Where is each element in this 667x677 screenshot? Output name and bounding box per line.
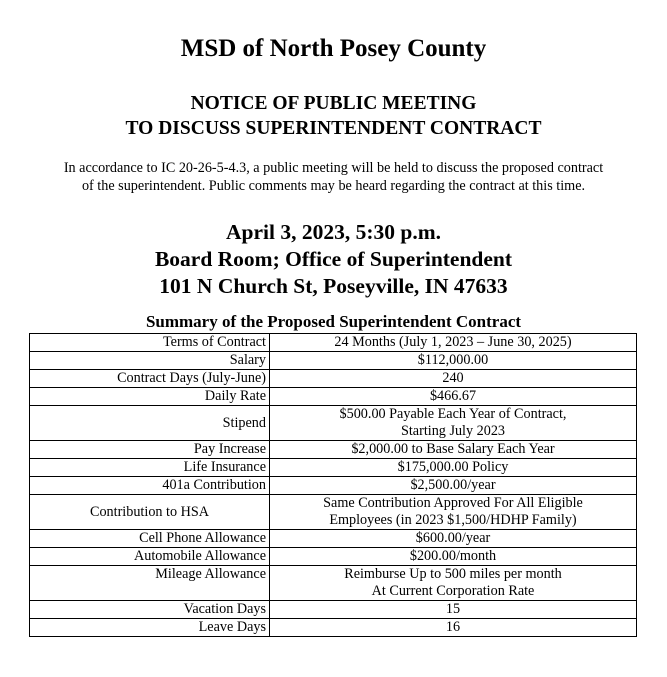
value-cell: 16: [270, 619, 637, 637]
term-cell: Daily Rate: [30, 388, 270, 406]
notice-heading-line-1: NOTICE OF PUBLIC MEETING: [190, 93, 477, 114]
value-cell: 15: [270, 601, 637, 619]
table-row: [30, 352, 637, 370]
value-cell: [270, 495, 637, 530]
table-row: [30, 619, 637, 637]
value-cell: $2,500.00/year: [270, 477, 637, 495]
table-row: [30, 334, 637, 352]
table-row: [30, 601, 637, 619]
table-row: [30, 495, 637, 530]
value-cell: $175,000.00 Policy: [270, 459, 637, 477]
term-cell: Vacation Days: [30, 601, 270, 619]
meeting-details: [0, 219, 667, 300]
table-row: [30, 441, 637, 459]
term-cell: Life Insurance: [30, 459, 270, 477]
term-cell: Contract Days (July-June): [30, 370, 270, 388]
table-row: [30, 530, 637, 548]
value-cell: $112,000.00: [270, 352, 637, 370]
meeting-date-time: April 3, 2023, 5:30 p.m.: [226, 220, 441, 244]
term-cell: Leave Days: [30, 619, 270, 637]
value-cell: [270, 406, 637, 441]
value-line-1: Same Contribution Approved For All Eligible: [323, 495, 583, 511]
term-cell: Automobile Allowance: [30, 548, 270, 566]
intro-line-1: In accordance to IC 20-26-5-4.3, a public meeting will be held to discuss the proposed contract: [63, 160, 604, 176]
meeting-location: Board Room; Office of Superintendent: [154, 247, 513, 271]
value-line-2: Starting July 2023: [400, 423, 506, 439]
contract-summary-table: [29, 333, 637, 637]
value-cell: $600.00/year: [270, 530, 637, 548]
term-cell: Contribution to HSA: [30, 495, 270, 530]
table-row: [30, 477, 637, 495]
value-cell: $466.67: [270, 388, 637, 406]
term-cell: Terms of Contract: [30, 334, 270, 352]
notice-heading-line-2: TO DISCUSS SUPERINTENDENT CONTRACT: [125, 118, 542, 139]
term-cell: Pay Increase: [30, 441, 270, 459]
term-cell: Salary: [30, 352, 270, 370]
value-line-1: $500.00 Payable Each Year of Contract,: [339, 406, 567, 422]
value-cell: $2,000.00 to Base Salary Each Year: [270, 441, 637, 459]
value-cell: [270, 566, 637, 601]
table-row: [30, 388, 637, 406]
table-row: [30, 406, 637, 441]
intro-line-2: of the superintendent. Public comments may be heard regarding the contract at this time.: [81, 178, 586, 194]
value-cell: $200.00/month: [270, 548, 637, 566]
table-row: [30, 566, 637, 601]
term-cell: Mileage Allowance: [30, 566, 270, 601]
term-cell: 401a Contribution: [30, 477, 270, 495]
intro-paragraph: [0, 159, 667, 195]
value-line-2: At Current Corporation Rate: [371, 583, 535, 599]
value-line-2: Employees (in 2023 $1,500/HDHP Family): [329, 512, 577, 528]
notice-heading: [0, 91, 667, 141]
document-title: MSD of North Posey County: [180, 35, 487, 62]
term-cell: Stipend: [30, 406, 270, 441]
summary-title: Summary of the Proposed Superintendent Contract: [145, 312, 522, 331]
value-cell: 24 Months (July 1, 2023 – June 30, 2025): [270, 334, 637, 352]
meeting-address: 101 N Church St, Poseyville, IN 47633: [159, 274, 508, 298]
value-line-1: Reimburse Up to 500 miles per month: [344, 566, 562, 582]
table-row: [30, 370, 637, 388]
table-row: [30, 459, 637, 477]
table-row: [30, 548, 637, 566]
value-cell: 240: [270, 370, 637, 388]
term-cell: Cell Phone Allowance: [30, 530, 270, 548]
